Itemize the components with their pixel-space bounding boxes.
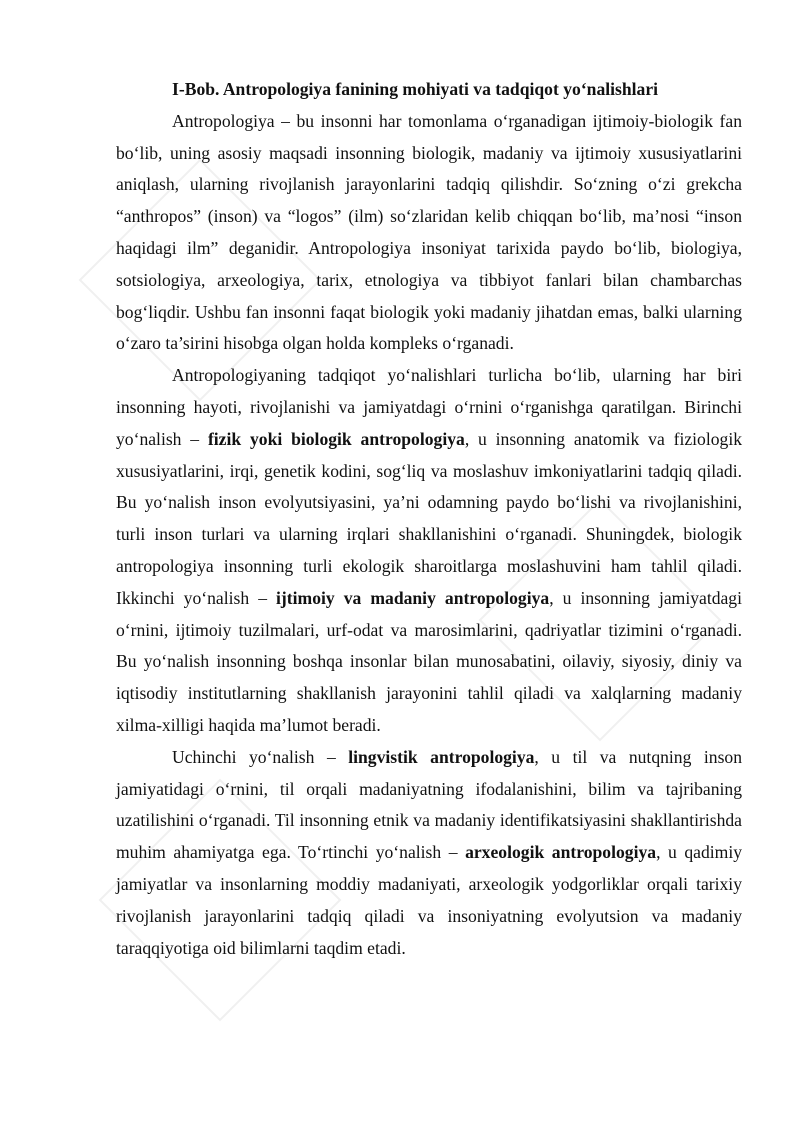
paragraph-2-text-2: , u insonning anatomik va fiziologik xususiyatlarini, irqi, genetik kodini, sog‘liq va moslashuv imkoniyatlarini tadqiq qiladi. Bu yo‘nalish inson evolyutsiyasini, ya’ni odamning paydo bo‘lishi va rivojlanishini, turli inson turlari va ularning irqlari shakllanishini o‘rganadi. Shuningdek, biologik antropologiya insonning turli ekologik sharoitlarga moslashuvini ham tahlil qiladi. Ikkinchi yo‘nalish – bbox=[116, 428, 743, 608]
paragraph-3-text-2: , u til va nutqning inson jamiyatidagi o‘rnini, til orqali madaniyatning ifodalanishini, bilim va tajribaning uzatilishini o‘rganadi. Til insonning etnik va madaniy identifikatsiyasini shakllantirishda muhim ahamiyatga ega. To‘rtinchi yo‘nalish – bbox=[116, 746, 743, 863]
paragraph-2-text-1: Antropologiyaning tadqiqot yo‘nalishlari turlicha bo‘lib, ularning har biri insonning hayoti, rivojlanishi va jamiyatdagi o‘rnini o‘rganishga qaratilgan. Birinchi yo‘nalish – bbox=[116, 365, 742, 449]
paragraph-1: Antropologiya – bu insonni har tomonlama o‘rganadigan ijtimoiy-biologik fan bo‘lib, uning asosiy maqsadi insonning biologik, madaniy va ijtimoiy xususiyatlarini aniqlash, ularning rivojlanish jarayonlarini tadqiq qilishdir. So‘zning o‘zi grekcha “anthropos” (inson) va “logos” (ilm) so‘zlaridan kelib chiqqan bo‘lib, ma’nosi “inson haqidagi ilm” deganidir. Antropologiya insoniyat tarixida paydo bo‘lib, biologiya, sotsiologiya, arxeologiya, tarix, etnologiya va tibbiyot fanlari bilan chambarchas bog‘liqdir. Ushbu fan insonni faqat biologik yoki madaniy jihatdan emas, balki ularning o‘zaro ta’sirini hisobga olgan holda kompleks o‘rganadi. bbox=[116, 110, 742, 354]
term-linguistic-anthropology: lingvistik antropologiya bbox=[348, 746, 535, 767]
term-archaeological-anthropology: arxeologik antropologiya bbox=[465, 842, 657, 863]
paragraph-3-text-3: , u qadimiy jamiyatlar va insonlarning moddiy madaniyati, arxeologik yodgorliklar orqali tarixiy rivojlanish jarayonlarini tadqiq qiladi va insoniyatning evolyutsion va madaniy taraqqiyotiga oid bilimlarni taqdim etadi. bbox=[116, 842, 743, 958]
paragraph-2-text-3: , u insonning jamiyatdagi o‘rnini, ijtimoiy tuzilmalari, urf-odat va marosimlarini, qadriyatlar tizimini o‘rganadi. Bu yo‘nalish insonning boshqa insonlar bilan munosabatini, oilaviy, siyosiy, diniy va iqtisodiy institutlarning shakllanish jarayonini tahlil qiladi va xalqlarning madaniy xilma-xilligi haqida ma’lumot beradi. bbox=[116, 587, 742, 735]
paragraph-3-text-1: Uchinchi yo‘nalish – bbox=[172, 746, 349, 767]
paragraph-2 bbox=[116, 360, 742, 742]
document-page bbox=[116, 62, 742, 964]
chapter-heading: I-Bob. Antropologiya fanining mohiyati va tadqiqot yo‘nalishlari bbox=[172, 79, 659, 99]
paragraph-3 bbox=[116, 742, 742, 965]
term-physical-anthropology: fizik yoki biologik antropologiya bbox=[207, 428, 465, 449]
term-social-cultural-anthropology: ijtimoiy va madaniy antropologiya bbox=[276, 587, 550, 608]
